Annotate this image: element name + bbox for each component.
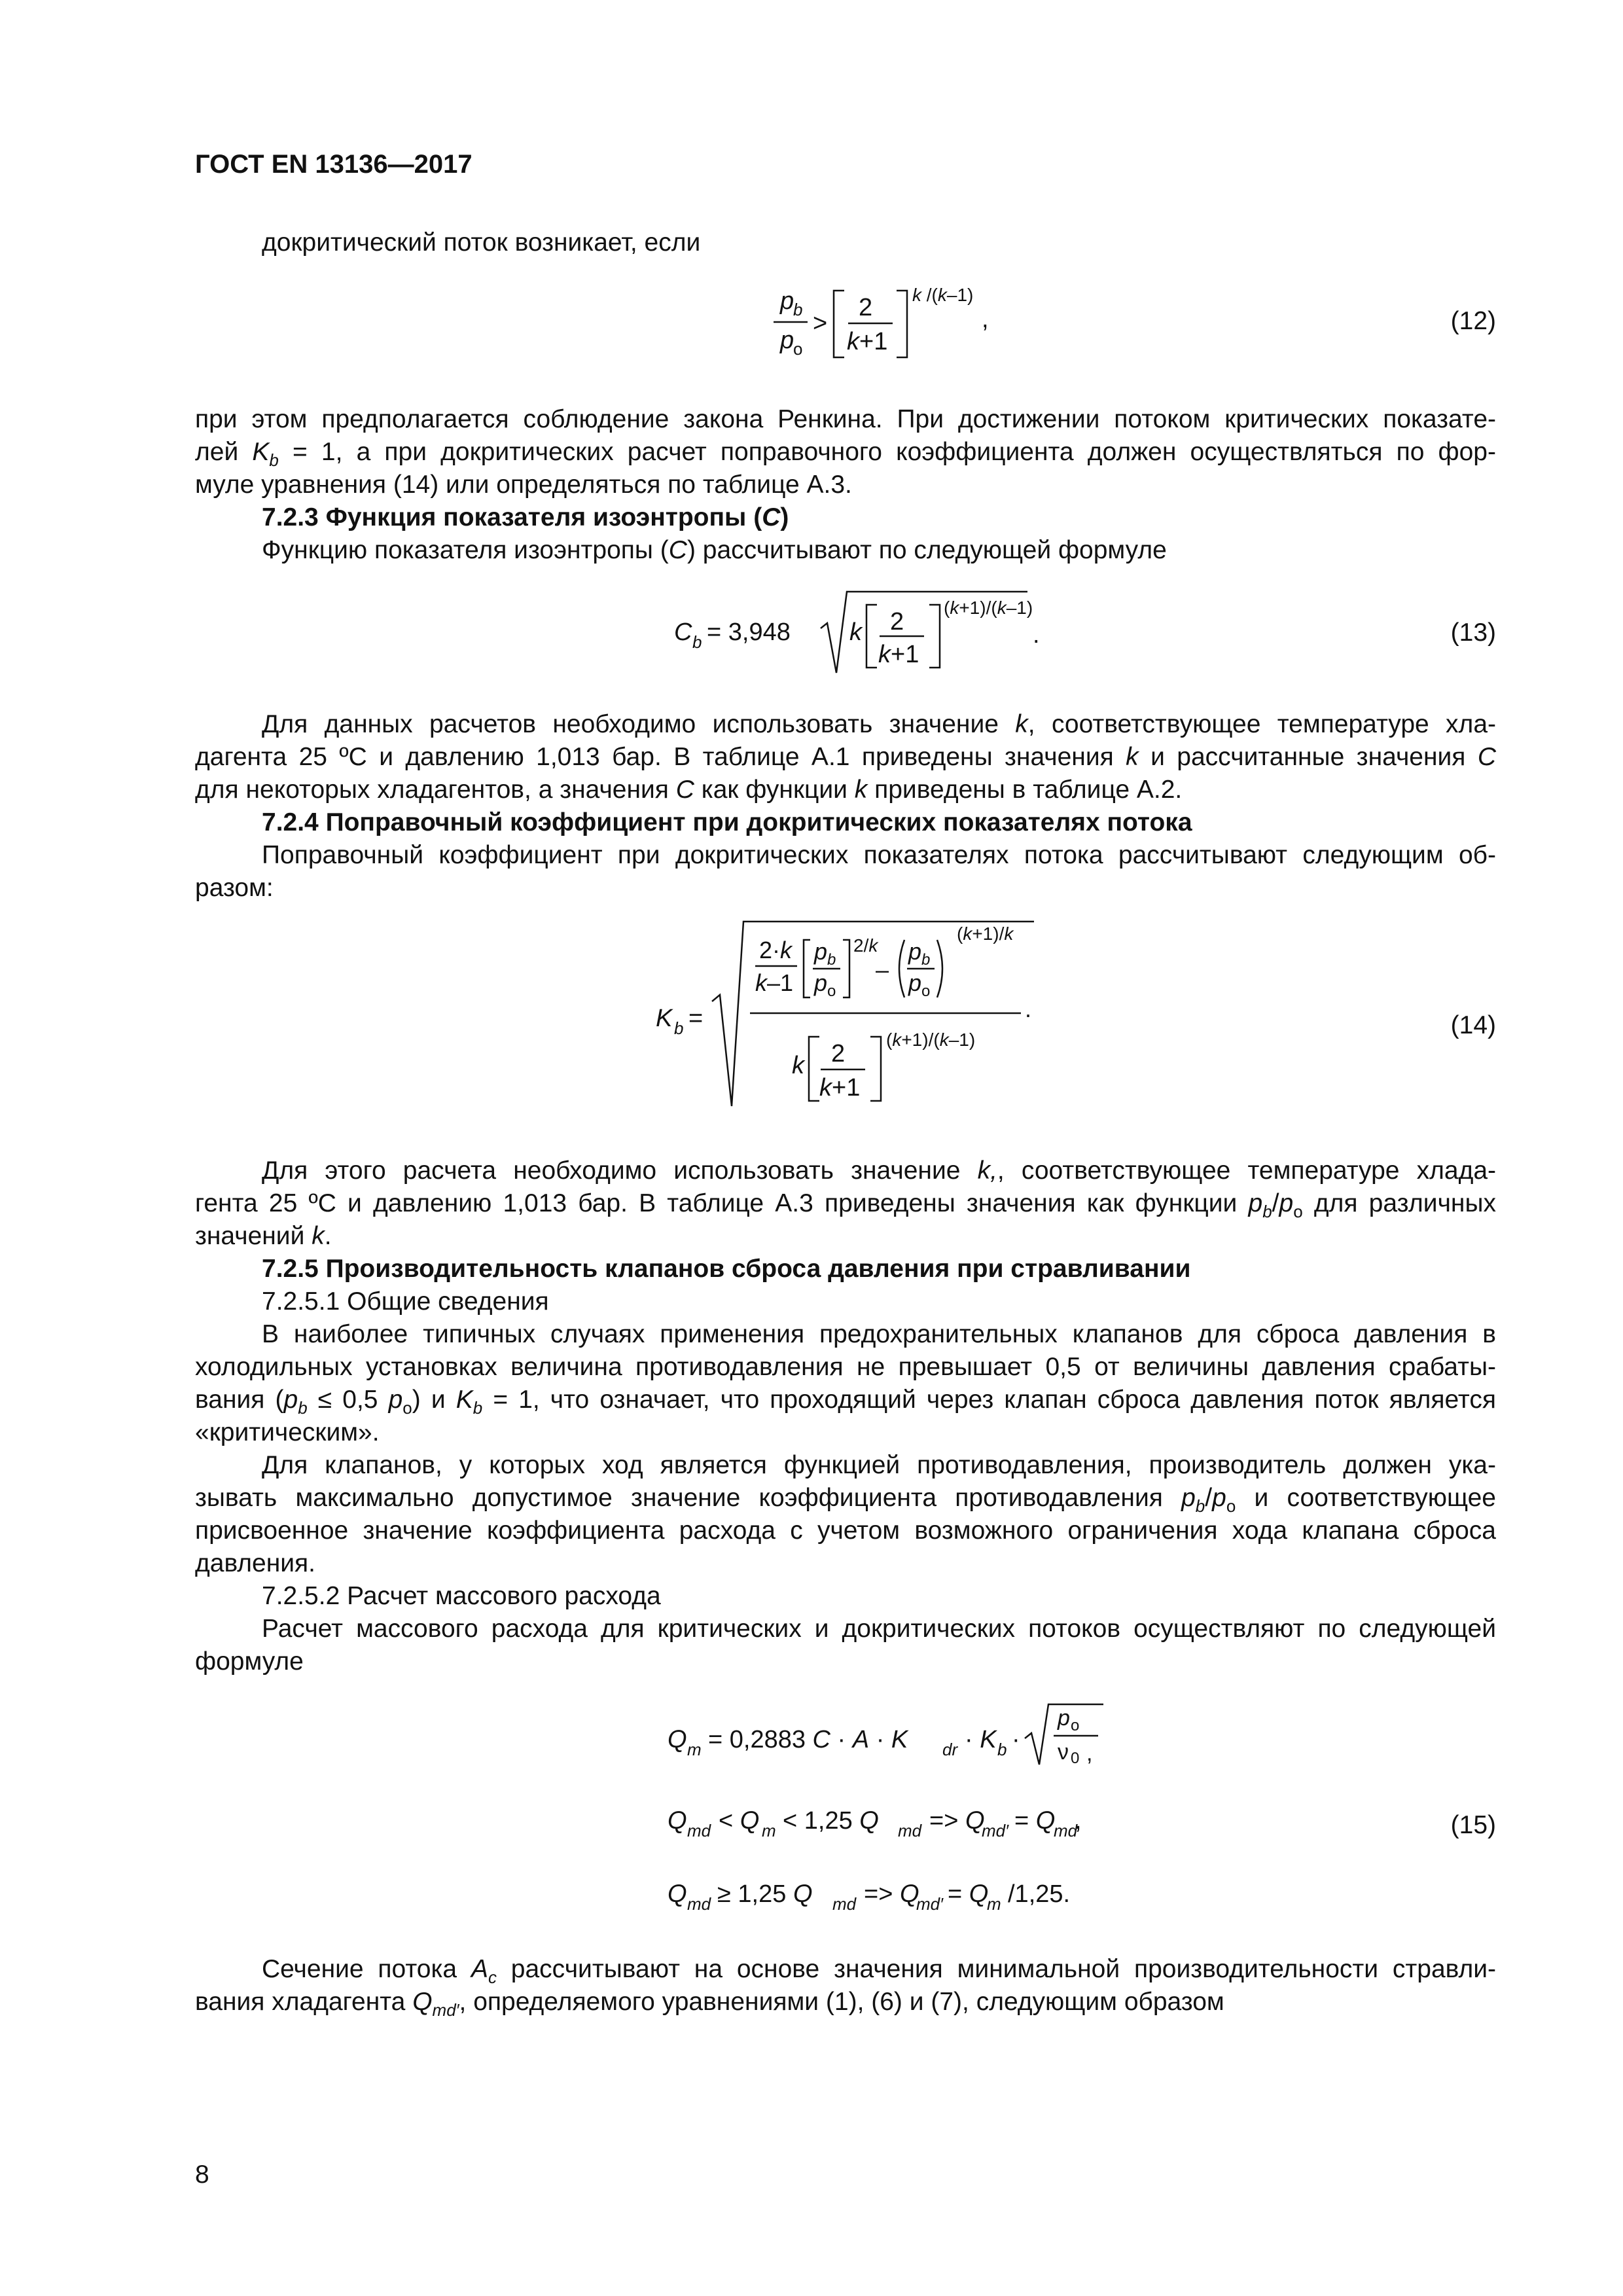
svg-text:(k+1)/(k–1): (k+1)/(k–1) (944, 598, 1033, 618)
svg-text:,: , (1086, 1741, 1093, 1766)
svg-text:2: 2 (859, 294, 873, 321)
svg-text:,: , (982, 306, 989, 333)
paragraph-text: присвоенное значение коэффициента расхода с учетом возможного ограничения хода клапана сброса (195, 1516, 1496, 1545)
svg-text:,: , (1075, 1807, 1082, 1835)
svg-text:0: 0 (1071, 1749, 1080, 1767)
subsection-heading: 7.2.5.2 Расчет массового расхода (262, 1582, 661, 1610)
svg-text:md: md (898, 1821, 922, 1840)
svg-text:Q: Q (668, 1807, 687, 1835)
svg-text:Q: Q (668, 1726, 687, 1753)
svg-text:md: md (687, 1894, 711, 1914)
svg-text:b: b (997, 1740, 1007, 1759)
svg-text:= 3,948: = 3,948 (707, 619, 791, 646)
svg-text:m: m (687, 1740, 702, 1759)
svg-text:md: md (1054, 1821, 1078, 1840)
svg-text:b: b (921, 951, 931, 969)
svg-text:≥ 1,25 Q: ≥ 1,25 Q (717, 1880, 813, 1908)
svg-text:b: b (827, 951, 836, 969)
svg-text:.: . (1025, 996, 1032, 1022)
paragraph-text: В наиболее типичных случаях применения предохранительных клапанов для сброса давления в (262, 1320, 1496, 1348)
svg-text:C: C (674, 619, 692, 646)
svg-text:· K: · K (965, 1726, 997, 1753)
svg-text:.: . (1033, 621, 1040, 649)
paragraph-text: разом: (195, 874, 274, 902)
svg-text:p: p (908, 938, 922, 965)
svg-text:2·k: 2·k (759, 937, 793, 963)
equation-12 (753, 275, 1027, 367)
paragraph-text: вания хладагента $Q_{md'}$, определяемого уравнениями (1), (6) и (7), следующим образом (195, 1988, 1224, 2020)
svg-text:k: k (792, 1052, 804, 1079)
svg-text:p: p (814, 969, 828, 996)
svg-text:o: o (827, 982, 836, 1000)
standard-title: ГОСТ EN 13136—2017 (195, 150, 473, 179)
svg-text:k /(k–1): k /(k–1) (912, 285, 974, 305)
svg-text:·: · (1012, 1726, 1020, 1753)
section-heading: 7.2.5 Производительность клапанов сброса давления при стравливании (262, 1255, 1191, 1283)
equation-number: (12) (1450, 307, 1496, 335)
svg-text:k+1: k+1 (847, 328, 888, 355)
svg-text:= Q: = Q (948, 1880, 989, 1908)
equation-14 (654, 916, 1047, 1113)
equation-15 (661, 1695, 1171, 1918)
paragraph-text: Расчет массового расхода для критических и докритических потоков осуществляют по следующей (262, 1615, 1496, 1643)
svg-text:< Q: < Q (719, 1807, 760, 1835)
section-heading: 7.2.4 Поправочный коэффициент при докритических показателях потока (262, 808, 1192, 836)
paragraph-text: дагента 25 ºС и давлению 1,013 бар. В таблице А.1 приведены значения k и рассчитанные значения C (195, 743, 1496, 771)
svg-text:< 1,25 Q: < 1,25 Q (783, 1807, 879, 1835)
equation-13 (674, 583, 1041, 681)
svg-text:p: p (908, 969, 922, 996)
paragraph-text: Для этого расчета необходимо использовать значение k,, соответствующее температуре хлада- (262, 1157, 1497, 1185)
svg-text:m: m (987, 1894, 1001, 1914)
paragraph-text: зывать максимально допустимое значение коэффициента противодавления $p_b/p_o$ и соответствующее (195, 1484, 1496, 1516)
svg-text:k: k (849, 619, 862, 646)
paragraph-text: Для данных расчетов необходимо использовать значение k, соответствующее температуре хла- (262, 710, 1496, 738)
svg-text:p: p (1058, 1706, 1070, 1731)
svg-text:b: b (793, 300, 803, 319)
svg-text:o: o (921, 982, 931, 1000)
paragraph-text: «критическим». (195, 1418, 380, 1446)
svg-text:2: 2 (831, 1040, 846, 1067)
svg-text:>: > (813, 310, 828, 337)
svg-text:p: p (814, 938, 828, 965)
paragraph-text: формуле (195, 1647, 304, 1676)
paragraph-text: для некоторых хладагентов, а значения C как функции k приведены в таблице А.2. (195, 776, 1183, 804)
svg-text:dr: dr (942, 1740, 958, 1759)
paragraph-text: при этом предполагается соблюдение закона Ренкина. При достижении потоком критических показате- (195, 405, 1496, 433)
svg-text:=> Q: => Q (929, 1807, 985, 1835)
paragraph-text: муле уравнения (14) или определяться по таблице А.3. (195, 471, 852, 499)
svg-text:K: K (656, 1005, 673, 1032)
paragraph-text: Для клапанов, у которых ход является функцией противодавления, производитель должен ука- (262, 1451, 1496, 1479)
paragraph-text: вания ($p_b \le 0,5$ $p_o$) и $K_b = 1$, что означает, что проходящий через клапан сброса давления поток является (195, 1386, 1496, 1418)
svg-text:p: p (780, 327, 794, 354)
equation-number: (14) (1450, 1011, 1496, 1039)
svg-text:(k+1)/k: (k+1)/k (957, 924, 1014, 944)
svg-text:(k+1)/(k–1): (k+1)/(k–1) (886, 1030, 976, 1050)
svg-text:=> Q: => Q (864, 1880, 919, 1908)
page-number: 8 (195, 2161, 209, 2189)
svg-text:b: b (674, 1018, 684, 1038)
paragraph-text: докритический поток возникает, если (262, 228, 701, 257)
paragraph-text: холодильных установках величина противодавления не превышает 0,5 от величины давления срабаты- (195, 1353, 1496, 1381)
paragraph-text: давления. (195, 1549, 315, 1577)
svg-text:o: o (793, 339, 803, 359)
svg-text:= Q: = Q (1014, 1807, 1056, 1835)
paragraph-text: Сечение потока $A_c$ рассчитывают на основе значения минимальной производительности стравли- (262, 1955, 1496, 1987)
paragraph-text: Функцию показателя изоэнтропы (C) рассчитывают по следующей формуле (262, 536, 1167, 564)
svg-text:= 0,2883 C · A · K: = 0,2883 C · A · K (708, 1726, 908, 1753)
svg-text:–: – (876, 956, 889, 983)
svg-text:m: m (762, 1821, 776, 1840)
equation-number: (13) (1450, 619, 1496, 647)
paragraph-text: лей $K_b = 1$, а при докритических расчет поправочного коэффициента должен осуществляться по фор- (195, 438, 1496, 470)
svg-text:p: p (780, 287, 794, 315)
paragraph-text: гента 25 ºС и давлению 1,013 бар. В таблице А.3 приведены значения как функции $p_b/p_o$ для различных (195, 1189, 1496, 1221)
svg-text:k–1: k–1 (755, 969, 794, 996)
svg-text:md′: md′ (982, 1821, 1008, 1840)
svg-text:=: = (688, 1005, 704, 1032)
svg-text:md′: md′ (916, 1894, 943, 1914)
section-heading: 7.2.3 Функция показателя изоэнтропы (C) (262, 503, 789, 531)
svg-text:ν: ν (1058, 1740, 1069, 1765)
svg-text:/1,25.: /1,25. (1008, 1880, 1071, 1908)
svg-text:2/k: 2/k (853, 935, 878, 956)
equation-number: (15) (1450, 1811, 1496, 1839)
svg-text:b: b (692, 632, 702, 652)
svg-text:md: md (687, 1821, 711, 1840)
svg-text:o: o (1071, 1717, 1080, 1734)
svg-text:k+1: k+1 (819, 1074, 861, 1102)
svg-text:Q: Q (668, 1880, 687, 1908)
svg-text:md: md (832, 1894, 857, 1914)
svg-text:2: 2 (890, 608, 904, 636)
paragraph-text: Поправочный коэффициент при докритических показателях потока рассчитывают следующим об- (262, 841, 1496, 869)
subsection-heading: 7.2.5.1 Общие сведения (262, 1287, 549, 1316)
svg-text:k+1: k+1 (878, 641, 919, 668)
paragraph-text: значений k. (195, 1222, 332, 1250)
